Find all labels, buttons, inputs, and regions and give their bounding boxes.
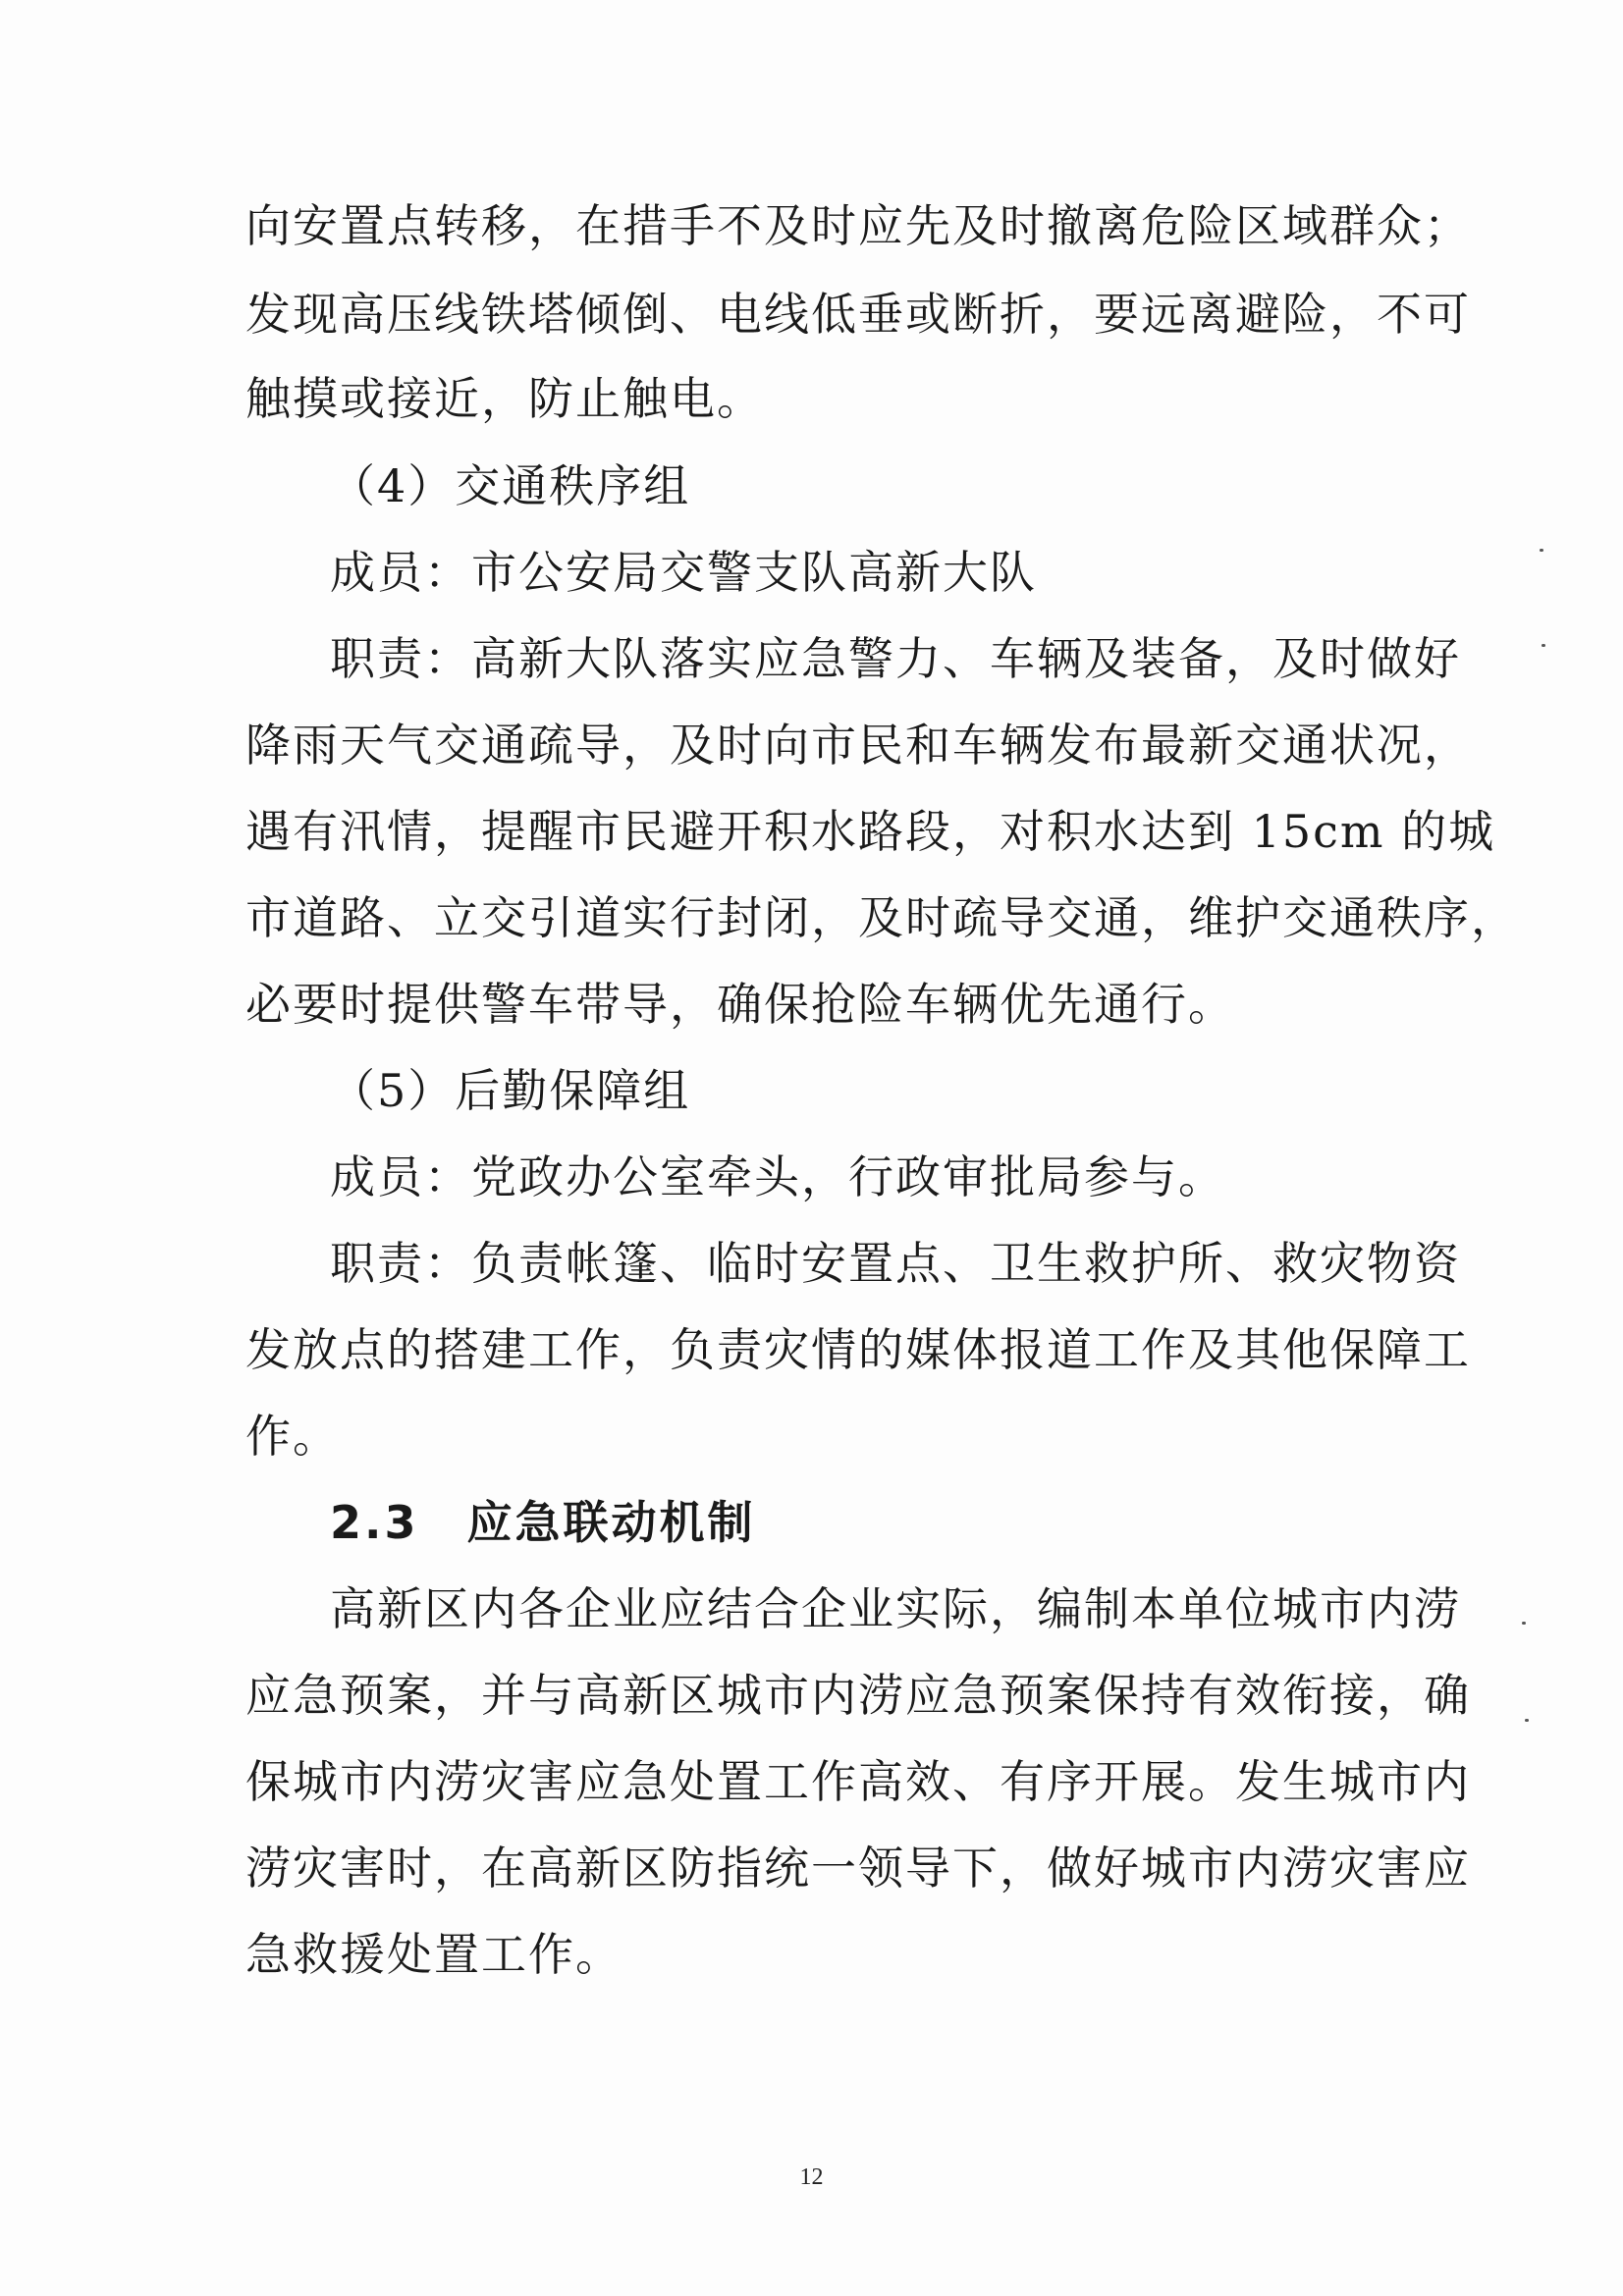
section-heading-traffic: （4）交通秩序组	[330, 459, 691, 512]
text-line: 市道路、立交引道实行封闭，及时疏导交通，维护交通秩序，	[245, 891, 1518, 944]
scan-speck	[1522, 1622, 1526, 1625]
section-heading-2-3: 2.3 应急联动机制	[330, 1496, 756, 1549]
text-line: 必要时提供警车带导，确保抢险车辆优先通行。	[245, 978, 1235, 1031]
paragraph-line: 高新区内各企业应结合企业实际，编制本单位城市内涝	[330, 1582, 1461, 1635]
text-line: 作。	[245, 1410, 340, 1463]
scan-speck	[1525, 1719, 1529, 1722]
text-line: 急救援处置工作。	[245, 1928, 622, 1981]
scan-speck	[1540, 549, 1543, 552]
duty-line: 职责：负责帐篷、临时安置点、卫生救护所、救灾物资	[330, 1237, 1461, 1290]
text-line: 遇有汛情，提醒市民避开积水路段，对积水达到 15cm 的城	[245, 805, 1496, 858]
duty-line: 职责：高新大队落实应急警力、车辆及装备，及时做好	[330, 632, 1461, 685]
text-line: 触摸或接近，防止触电。	[245, 372, 764, 425]
members-line: 成员：市公安局交警支队高新大队	[330, 546, 1037, 599]
scan-speck	[1542, 644, 1545, 647]
page-number: 12	[799, 2164, 824, 2190]
text-line: 降雨天气交通疏导，及时向市民和车辆发布最新交通状况，	[245, 719, 1471, 772]
text-line: 发现高压线铁塔倾倒、电线低垂或断折，要远离避险，不可	[245, 288, 1471, 341]
text-line: 保城市内涝灾害应急处置工作高效、有序开展。发生城市内	[245, 1755, 1471, 1808]
text-line: 应急预案，并与高新区城市内涝应急预案保持有效衔接，确	[245, 1669, 1471, 1722]
text-line: 向安置点转移，在措手不及时应先及时撤离危险区域群众；	[245, 199, 1471, 252]
section-heading-logistics: （5）后勤保障组	[330, 1064, 691, 1117]
members-line: 成员：党政办公室牵头，行政审批局参与。	[330, 1150, 1225, 1203]
text-line: 涝灾害时，在高新区防指统一领导下，做好城市内涝灾害应	[245, 1842, 1471, 1895]
text-line: 发放点的搭建工作，负责灾情的媒体报道工作及其他保障工	[245, 1323, 1471, 1376]
